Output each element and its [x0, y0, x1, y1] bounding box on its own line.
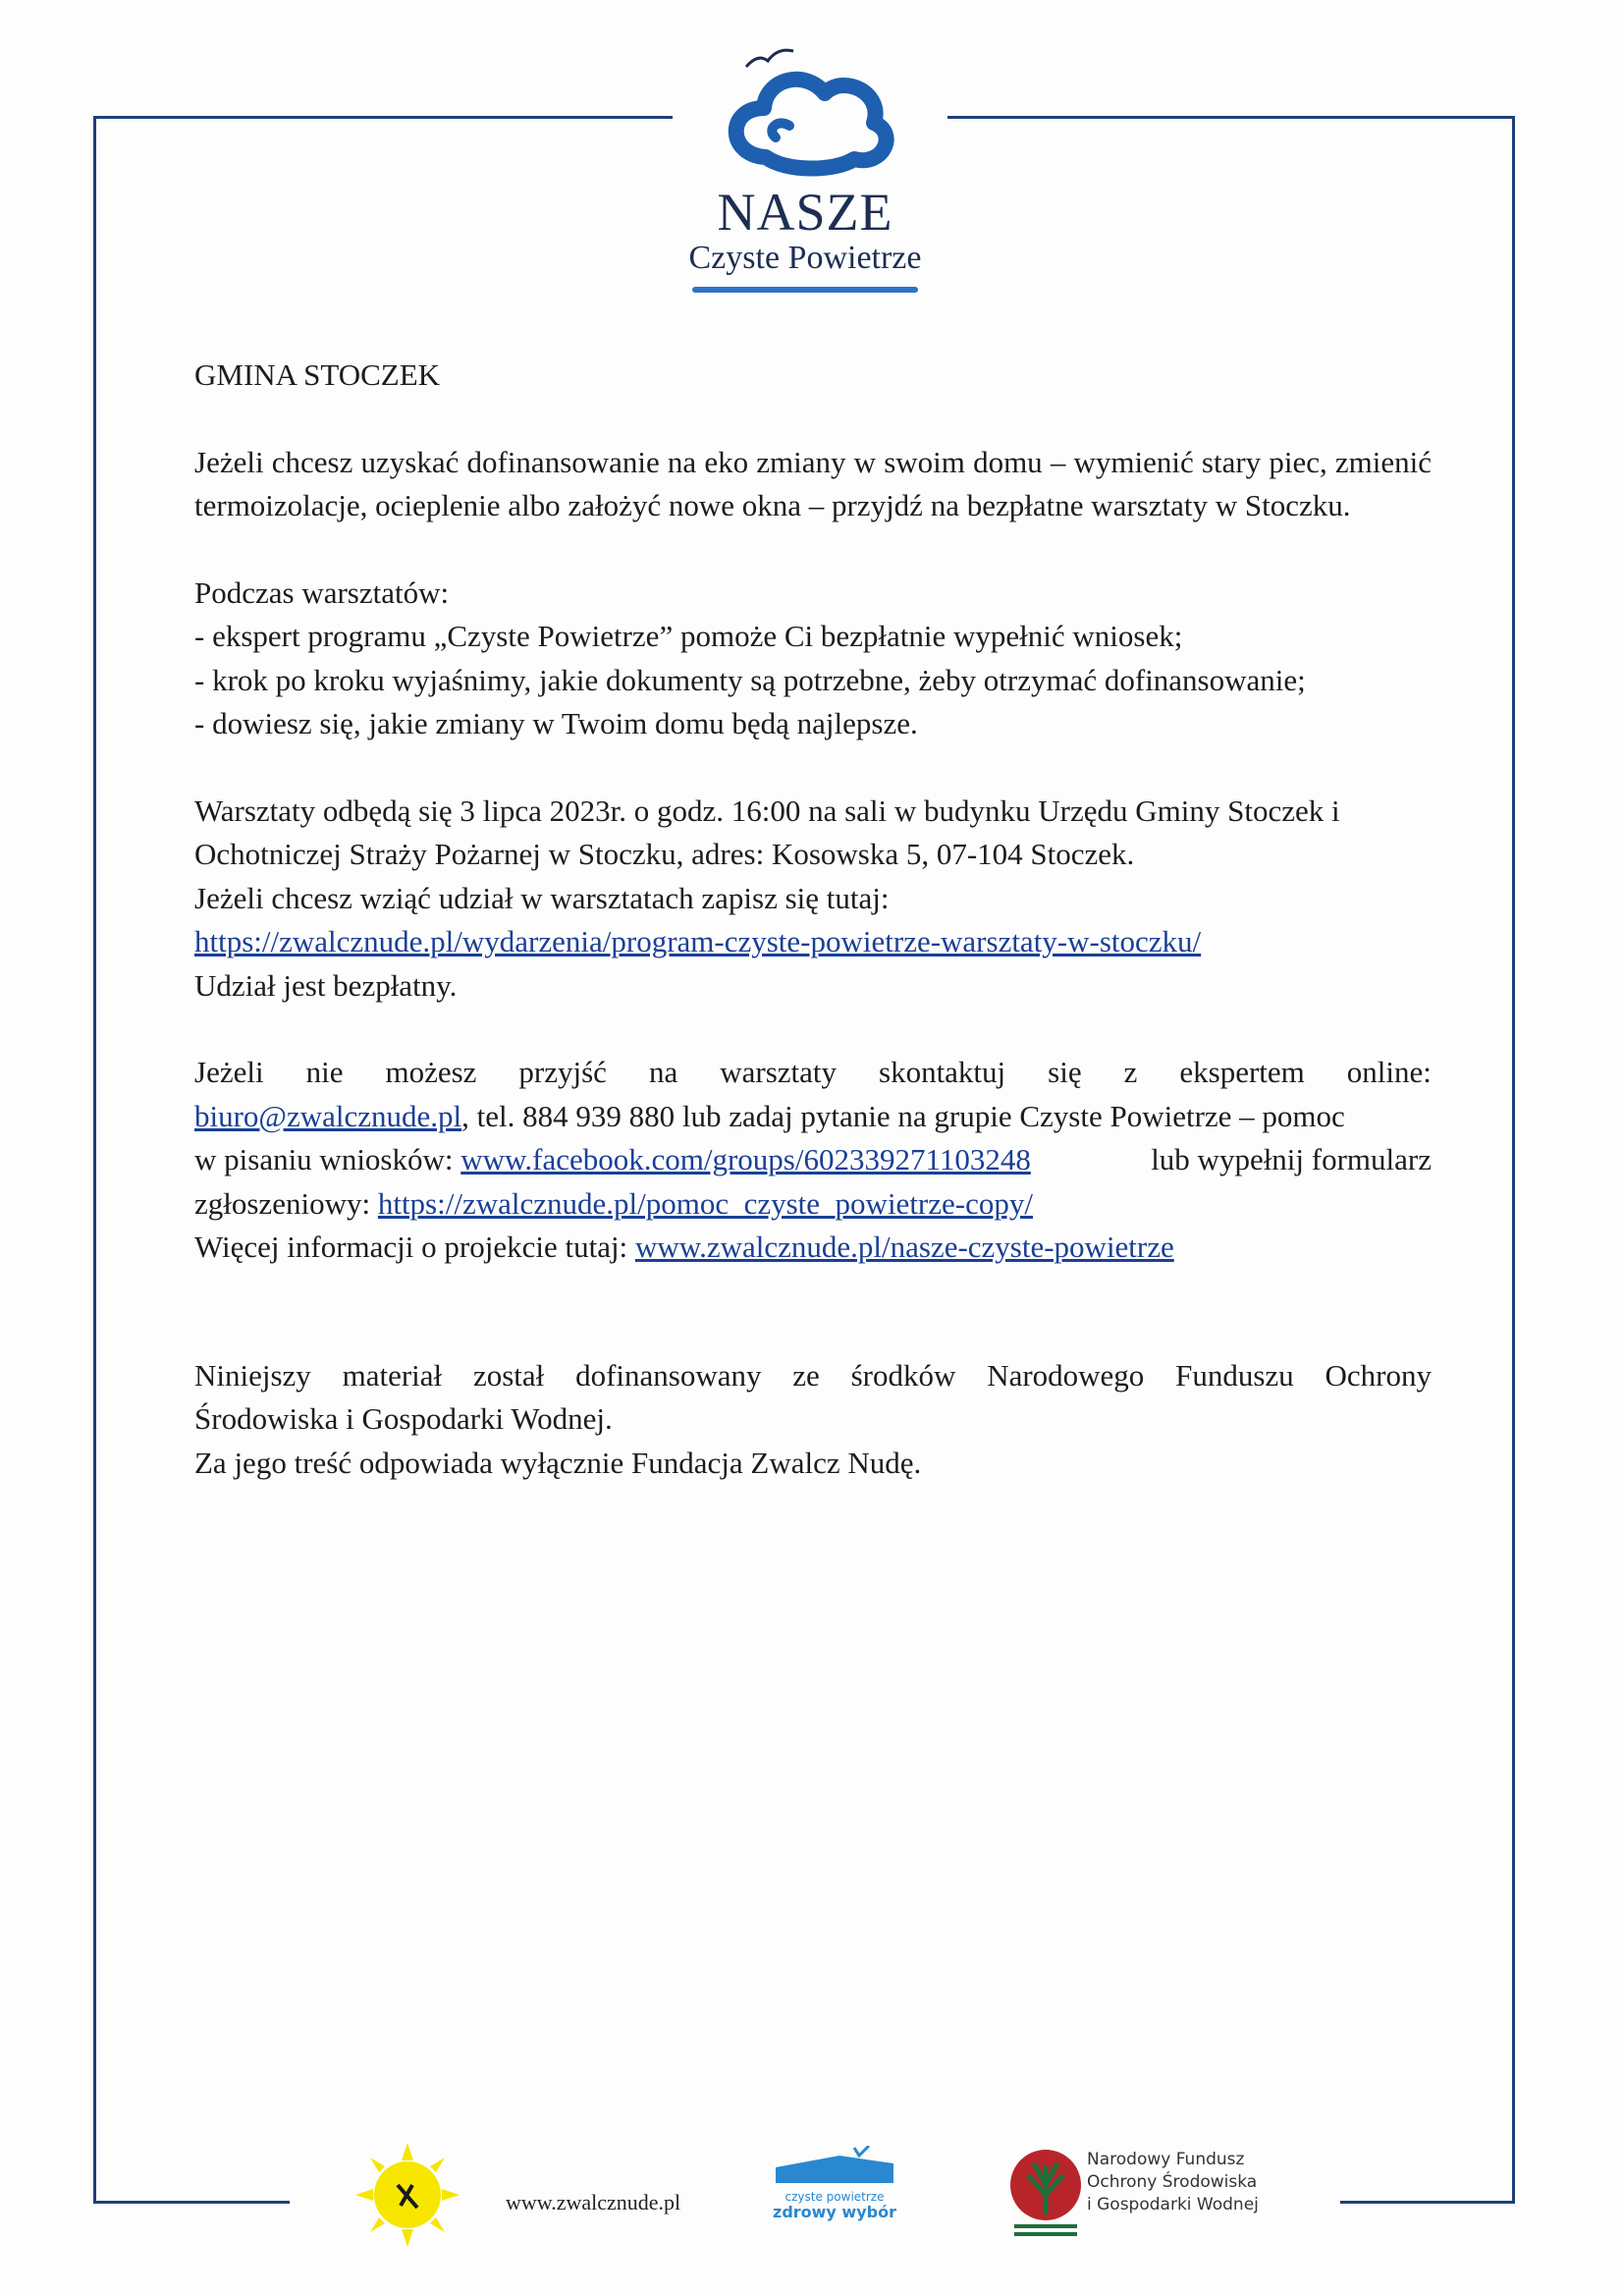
czyste-powietrze-program-logo — [771, 2146, 898, 2234]
letter-body — [194, 354, 1432, 1485]
word: dofinansowany — [575, 1357, 762, 1393]
word: możesz — [385, 1055, 477, 1089]
responsibility-line: Za jego treść odpowiada wyłącznie Fundacja Zwalcz Nudę. — [194, 1445, 922, 1480]
word: przyjść — [518, 1055, 607, 1089]
word: środków — [850, 1357, 956, 1393]
during-heading: Podczas warsztatów: — [194, 574, 450, 610]
bullet-item: - dowiesz się, jakie zmiany w Twoim domu będą najlepsze. — [194, 706, 918, 740]
word: Jeżeli — [194, 1055, 264, 1089]
more-info-line — [194, 1226, 1432, 1270]
word: na — [648, 1055, 678, 1089]
intro-paragraph: Jeżeli chcesz uzyskać dofinansowanie na eko zmiany w swoim domu – wymienić stary piec, zmienić termoizolacje, ocieplenie albo założyć nowe okna – przyjdź na bezpłatne warsztaty w Stoczku. — [194, 444, 1432, 522]
email-link[interactable]: biuro@zwalcznude.pl — [194, 1098, 462, 1133]
frame-top-right — [947, 116, 1515, 119]
cloud-bird-icon — [707, 39, 903, 187]
contact-line-4 — [194, 1182, 1432, 1227]
word: ekspertem — [1179, 1055, 1305, 1089]
funding-line-2: Środowiska i Gospodarki Wodnej. — [194, 1401, 613, 1436]
form-prefix: zgłoszeniowy: — [194, 1185, 378, 1221]
nasze-czyste-powietrze-logo — [677, 39, 933, 295]
contact-line-1 — [194, 1051, 1432, 1095]
signup-text: Jeżeli chcesz wziąć udział w warsztatach zapisz się tutaj: — [194, 880, 890, 915]
word: z — [1123, 1055, 1138, 1089]
nfosigw-logo-icon — [1006, 2146, 1085, 2239]
word: Ochrony — [1325, 1357, 1432, 1393]
logo-subtitle: Czyste Powietrze — [688, 240, 922, 276]
frame-left — [93, 116, 96, 2203]
logo-underline — [692, 287, 918, 293]
word: Narodowego — [987, 1357, 1145, 1393]
zwalcz-nude-sun-logo — [353, 2141, 461, 2249]
nf-line-2: Ochrony Środowiska — [1087, 2172, 1258, 2192]
bullet-item: - krok po kroku wyjaśnimy, jakie dokumenty są potrzebne, żeby otrzymać dofinansowanie; — [194, 662, 1306, 697]
word: ze — [792, 1357, 820, 1393]
frame-top-left — [93, 116, 673, 119]
cp-line-1: czyste powietrze — [784, 2190, 885, 2204]
more-info-link[interactable]: www.zwalcznude.pl/nasze-czyste-powietrze — [634, 1230, 1174, 1264]
logo-title: NASZE — [717, 183, 893, 242]
frame-right — [1512, 116, 1515, 2203]
word: został — [472, 1357, 545, 1393]
free-text: Udział jest bezpłatny. — [194, 967, 458, 1003]
facebook-link[interactable]: www.facebook.com/groups/602339271103248 — [460, 1142, 1031, 1176]
word: warsztaty — [720, 1055, 837, 1089]
funding-line-1 — [194, 1354, 1432, 1398]
nf-line-1: Narodowy Fundusz — [1087, 2150, 1245, 2169]
word: Niniejszy — [194, 1357, 311, 1393]
contact-suffix: lub wypełnij formularz — [1151, 1142, 1432, 1176]
signup-link[interactable]: https://zwalcznude.pl/wydarzenia/program-czyste-powietrze-warsztaty-w-stoczku/ — [194, 924, 1202, 958]
contact-line-2 — [194, 1095, 1432, 1139]
letter-heading: GMINA STOCZEK — [194, 357, 441, 392]
word: Funduszu — [1175, 1357, 1294, 1393]
word: online: — [1346, 1055, 1432, 1089]
nf-line-3: i Gospodarki Wodnej — [1087, 2195, 1259, 2214]
word: nie — [305, 1055, 344, 1089]
contact-phone-text: , tel. 884 939 880 lub zadaj pytanie na grupie Czyste Powietrze – pomoc — [461, 1098, 1345, 1133]
contact-prefix: w pisaniu wniosków: — [194, 1142, 461, 1176]
footer — [0, 2141, 1623, 2249]
nfosigw-text — [1087, 2149, 1259, 2216]
form-link[interactable]: https://zwalcznude.pl/pomoc_czyste_powietrze-copy/ — [377, 1185, 1033, 1221]
word: się — [1048, 1055, 1082, 1089]
more-info-text: Więcej informacji o projekcie tutaj: — [194, 1230, 635, 1264]
footer-url[interactable]: www.zwalcznude.pl — [506, 2190, 681, 2214]
house-icon — [771, 2146, 898, 2185]
bullet-item: - ekspert programu „Czyste Powietrze” pomoże Ci bezpłatnie wypełnić wniosek; — [194, 619, 1183, 653]
contact-line-3 — [194, 1138, 1432, 1182]
event-details: Warsztaty odbędą się 3 lipca 2023r. o godz. 16:00 na sali w budynku Urzędu Gminy Stoczek i Ochotniczej Straży Pożarnej w Stoczku, adres: Kosowska 5, 07-104 Stoczek. — [194, 793, 1340, 871]
word: skontaktuj — [879, 1055, 1006, 1089]
word: materiał — [342, 1357, 443, 1393]
cp-line-2: zdrowy wybór — [773, 2203, 896, 2221]
